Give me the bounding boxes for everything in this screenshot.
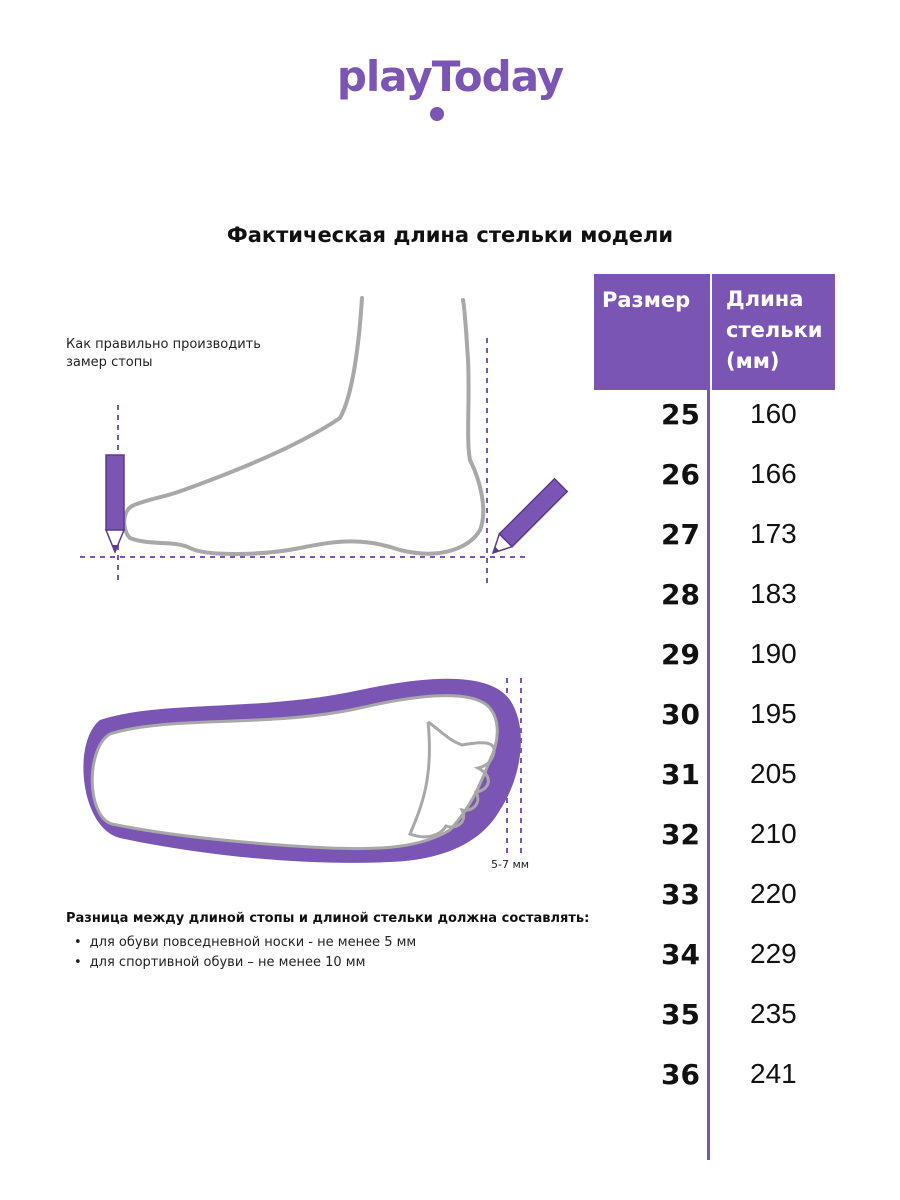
length-value: 173: [750, 518, 797, 549]
length-value: 166: [750, 458, 797, 489]
size-value: 25: [661, 398, 700, 431]
brand-logo: playToday: [336, 52, 564, 101]
header-size: Размер: [594, 274, 707, 390]
size-value: 26: [661, 458, 700, 491]
pencil-icon: [106, 455, 124, 552]
size-value: 35: [661, 998, 700, 1031]
size-value: 28: [661, 578, 700, 611]
size-value: 33: [661, 878, 700, 911]
measure-note: Как правильно производить замер стопы: [66, 337, 261, 370]
length-value: 195: [750, 698, 797, 729]
length-value: 183: [750, 578, 797, 609]
length-value: 220: [750, 878, 797, 909]
pencil-icon: [487, 479, 568, 560]
difference-heading: Разница между длиной стопы и длиной стельки должна составлять:: [66, 911, 590, 926]
size-value: 30: [661, 698, 700, 731]
size-value: 36: [661, 1058, 700, 1091]
length-value: 235: [750, 998, 797, 1029]
size-value: 29: [661, 638, 700, 671]
page-title: Фактическая длина стельки модели: [226, 223, 674, 247]
length-value: 210: [750, 818, 797, 849]
length-value: 190: [750, 638, 797, 669]
header-length: Длина стельки (мм): [712, 274, 835, 390]
size-value: 31: [661, 758, 700, 791]
insole-diagram: [83, 678, 521, 863]
length-value: 229: [750, 938, 797, 969]
size-value: 34: [661, 938, 700, 971]
length-value: 205: [750, 758, 797, 789]
length-value: 241: [750, 1058, 797, 1089]
list-item: • для спортивной обуви – не менее 10 мм: [74, 953, 416, 973]
size-value: 32: [661, 818, 700, 851]
length-value: 160: [750, 398, 797, 429]
list-item: • для обуви повседневной носки - не менее 5 мм: [74, 933, 416, 953]
size-value: 27: [661, 518, 700, 551]
gap-label: 5-7 мм: [491, 858, 530, 871]
difference-list: [74, 933, 416, 973]
